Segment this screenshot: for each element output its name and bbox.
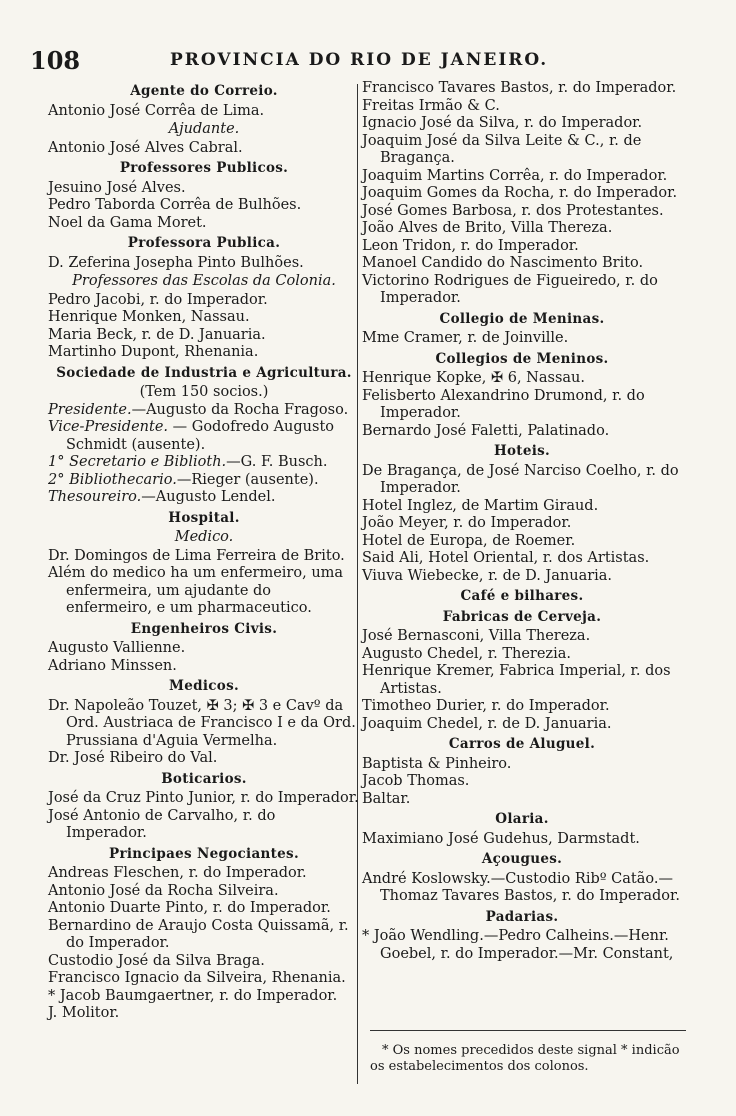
- list-item: Bernardino de Araujo Costa Quissamã, r. do Imperador.: [48, 917, 349, 951]
- section-heading: Carros de Aluguel.: [448, 736, 596, 752]
- list-item: Augusto Chedel, r. Therezia.: [362, 645, 571, 662]
- list-item: Baptista & Pinheiro.: [362, 755, 512, 772]
- list-item: Ignacio José da Silva, r. do Imperador.: [362, 115, 643, 131]
- section-heading: Hoteis.: [493, 443, 551, 459]
- list-item: Maximiano José Gudehus, Darmstadt.: [362, 830, 640, 847]
- list-item: Francisco Tavares Bastos, r. do Imperador.: [362, 80, 677, 96]
- footnote: [370, 1030, 686, 1075]
- right-column: [362, 80, 682, 963]
- list-item: Victorino Rodrigues de Figueiredo, r. do Imperador.: [362, 272, 658, 306]
- list-item: José Bernasconi, Villa Thereza.: [362, 628, 591, 644]
- section-heading: Professores Publicos.: [119, 160, 289, 176]
- list-item: [48, 472, 360, 490]
- list-item: Bernardo José Faletti, Palatinado.: [362, 422, 610, 439]
- section-heading: Sociedade de Industria e Agricultura.: [56, 364, 352, 381]
- list-item: Said Ali, Hotel Oriental, r. dos Artistas.: [362, 550, 650, 566]
- list-item: Maria Beck, r. de D. Januaria.: [48, 326, 266, 343]
- list-item: Adriano Minssen.: [48, 657, 177, 674]
- list-item: * Jacob Baumgaertner, r. do Imperador.: [48, 987, 338, 1004]
- role-label: Thesoureiro.: [48, 489, 142, 505]
- list-item: Joaquim Chedel, r. de D. Januaria.: [362, 715, 612, 732]
- list-item: Manoel Candido do Nascimento Brito.: [362, 255, 644, 271]
- list-item: Timotheo Durier, r. do Imperador.: [362, 698, 610, 714]
- role-label: Presidente.: [48, 401, 132, 418]
- role-label: Vice-Presidente.: [48, 419, 169, 435]
- list-item: Augusto Vallienne.: [48, 640, 186, 656]
- list-item: * João Wendling.—Pedro Calheins.—Henr. Goebel, r. do Imperador.—Mr. Constant,: [362, 928, 674, 962]
- list-item: Dr. José Ribeiro do Val.: [48, 750, 218, 766]
- list-item: Hotel Inglez, de Martim Giraud.: [362, 497, 599, 514]
- list-item: [48, 419, 360, 454]
- list-item: D. Zeferina Josepha Pinto Bulhões.: [48, 254, 304, 271]
- list-item: Custodio José da Silva Braga.: [48, 952, 265, 969]
- subheading: Medico.: [174, 529, 234, 545]
- role-label: 2° Bibliothecario.: [48, 471, 177, 488]
- list-item: Henrique Kopke, ✠ 6, Nassau.: [362, 370, 585, 386]
- section-heading: Engenheiros Civis.: [130, 620, 278, 637]
- list-item: João Meyer, r. do Imperador.: [362, 515, 572, 531]
- members-count: (Tem 150 socios.): [139, 384, 269, 400]
- list-item: Andreas Fleschen, r. do Imperador.: [48, 865, 307, 881]
- list-item: Viuva Wiebecke, r. de D. Januaria.: [362, 567, 613, 584]
- list-item: Joaquim Gomes da Rocha, r. do Imperador.: [362, 185, 678, 201]
- section-heading: Olaria.: [495, 811, 549, 827]
- list-item: Joaquim José da Silva Leite & C., r. de Bragança.: [362, 132, 642, 166]
- role-name: —Augusto Lendel.: [141, 489, 276, 505]
- section-heading: Principaes Negociantes.: [109, 845, 299, 862]
- list-item: Joaquim Martins Corrêa, r. do Imperador.: [362, 167, 668, 184]
- section-heading: Boticarios.: [161, 770, 247, 787]
- role-name: —G. F. Busch.: [226, 454, 328, 470]
- section-heading: Fabricas de Cerveja.: [442, 608, 602, 625]
- list-item: Leon Tridon, r. do Imperador.: [362, 237, 579, 254]
- section-heading: Hospital.: [168, 509, 240, 526]
- list-item: J. Molitor.: [48, 1005, 120, 1021]
- list-item: Antonio José Alves Cabral.: [48, 139, 243, 156]
- list-item: Martinho Dupont, Rhenania.: [48, 344, 259, 360]
- list-item: João Alves de Brito, Villa Thereza.: [362, 220, 613, 236]
- section-heading: Açougues.: [481, 851, 563, 867]
- list-item: Felisberto Alexandrino Drumond, r. do Imperador.: [362, 387, 645, 421]
- list-item: André Koslowsky.—Custodio Ribº Catão.—Thomaz Tavares Bastos, r. do Imperador.: [362, 870, 680, 904]
- section-heading: Agente do Correio.: [130, 83, 278, 99]
- list-item: Antonio José da Rocha Silveira.: [48, 882, 279, 899]
- list-item: Baltar.: [362, 790, 411, 807]
- list-item: José da Cruz Pinto Junior, r. do Imperador.: [48, 790, 359, 806]
- list-item: Jesuino José Alves.: [48, 179, 186, 196]
- footnote-text: * Os nomes precedidos deste signal * indicão os estabelecimentos dos colonos.: [370, 1043, 680, 1074]
- list-item: Além do medico ha um enfermeiro, uma enfermeira, um ajudante do enfermeiro, e um pharmaceutico.: [48, 565, 344, 616]
- list-item: José Gomes Barbosa, r. dos Protestantes.: [362, 202, 664, 219]
- list-item: Mme Cramer, r. de Joinville.: [362, 330, 569, 346]
- list-item: Antonio José Corrêa de Lima.: [48, 102, 265, 119]
- list-item: Francisco Ignacio da Silveira, Rhenania.: [48, 970, 346, 986]
- list-item: Freitas Irmão & C.: [362, 97, 500, 114]
- list-item: Hotel de Europa, de Roemer.: [362, 532, 576, 549]
- list-item: Dr. Domingos de Lima Ferreira de Brito.: [48, 547, 345, 564]
- role-name: — Godofredo Augusto Schmidt (ausente).: [66, 419, 335, 453]
- list-item: Henrique Kremer, Fabrica Imperial, r. dos Artistas.: [362, 663, 671, 697]
- role-label: 1° Secretario e Biblioth.: [48, 454, 227, 470]
- section-heading: Café e bilhares.: [460, 588, 584, 604]
- role-name: —Rieger (ausente).: [176, 471, 319, 488]
- section-heading: Collegios de Meninos.: [435, 350, 609, 367]
- list-item: Henrique Monken, Nassau.: [48, 309, 250, 325]
- left-column: [48, 80, 360, 1023]
- list-item: Jacob Thomas.: [362, 773, 470, 789]
- role-name: —Augusto da Rocha Fragoso.: [131, 401, 349, 418]
- list-item: De Bragança, de José Narciso Coelho, r. do Imperador.: [362, 462, 679, 496]
- list-item: Pedro Taborda Corrêa de Bulhões.: [48, 197, 302, 213]
- subheading: Professores das Escolas da Colonia.: [72, 273, 336, 289]
- list-item: Dr. Napoleão Touzet, ✠ 3; ✠ 3 e Cavº da Ord. Austriaca de Francisco I e da Ord. Prussiana d'Aguia Vermelha.: [48, 697, 356, 749]
- section-heading: Padarias.: [485, 908, 559, 925]
- list-item: José Antonio de Carvalho, r. do Imperador.: [48, 807, 276, 841]
- subheading: Ajudante.: [168, 121, 240, 137]
- list-item: Pedro Jacobi, r. do Imperador.: [48, 291, 268, 308]
- list-item: [48, 489, 360, 507]
- page-title: PROVINCIA DO RIO DE JANEIRO.: [170, 50, 549, 70]
- section-heading: Professora Publica.: [127, 235, 281, 251]
- list-item: Noel da Gama Moret.: [48, 214, 207, 231]
- section-heading: Medicos.: [168, 678, 240, 694]
- list-item: [48, 402, 360, 420]
- page-number: 108: [30, 46, 81, 75]
- page-header: [30, 46, 710, 76]
- list-item: Antonio Duarte Pinto, r. do Imperador.: [48, 900, 331, 916]
- section-heading: Collegio de Meninas.: [439, 310, 605, 327]
- list-item: [48, 454, 360, 472]
